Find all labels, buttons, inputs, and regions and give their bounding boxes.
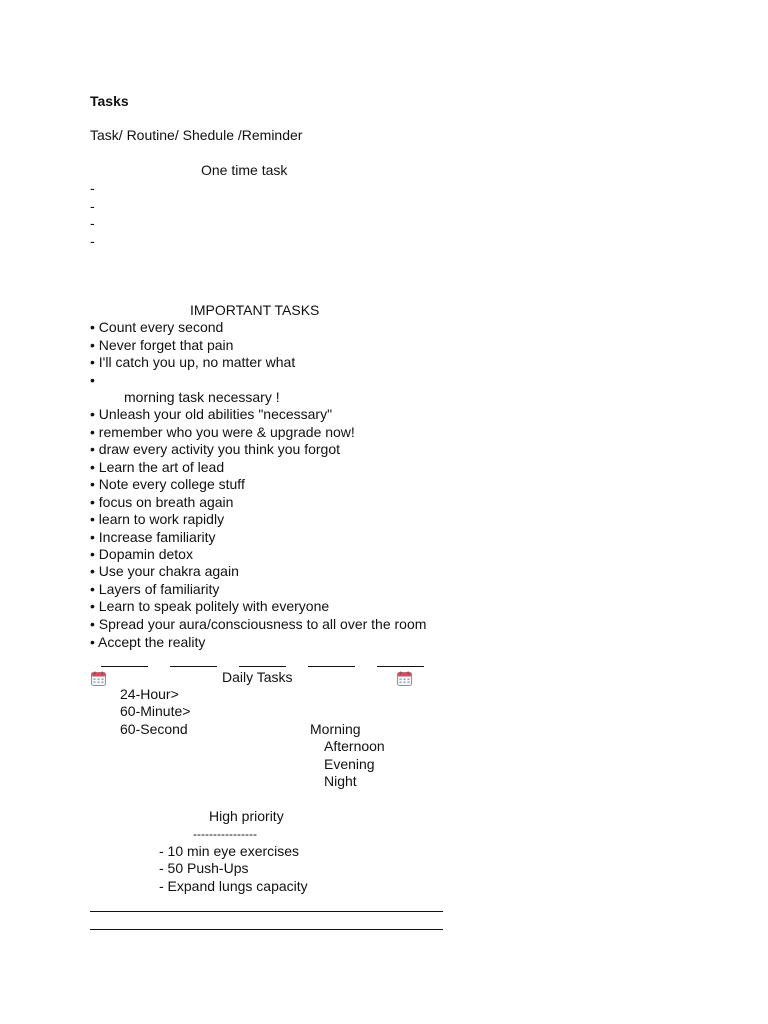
morning-item: • Dopamin detox: [90, 546, 193, 562]
short-divider: [170, 666, 217, 667]
high-priority-divider: ----------------: [193, 827, 257, 841]
time-of-day: Afternoon: [324, 738, 385, 754]
daily-heading: Daily Tasks: [222, 669, 293, 685]
morning-item: • Note every college stuff: [90, 476, 245, 492]
calendar-icon: [91, 671, 106, 686]
duration-item: 60-Second: [120, 721, 188, 737]
high-priority-item: - 10 min eye exercises: [159, 843, 300, 859]
morning-item: • Accept the reality: [90, 634, 206, 650]
short-divider: [101, 666, 148, 667]
doc-title: Tasks: [90, 93, 129, 109]
short-divider: [308, 666, 355, 667]
one-time-item: -: [90, 215, 95, 231]
morning-item: • Use your chakra again: [90, 563, 239, 579]
important-item: • Count every second: [90, 319, 224, 335]
high-priority-item: - 50 Push-Ups: [159, 860, 249, 876]
high-priority-item: - Expand lungs capacity: [159, 878, 308, 894]
high-priority-heading: High priority: [209, 808, 284, 824]
one-time-item: -: [90, 180, 95, 196]
duration-item: 24-Hour>: [120, 686, 179, 702]
short-divider: [377, 666, 424, 667]
important-heading: IMPORTANT TASKS: [190, 302, 320, 318]
morning-item: • focus on breath again: [90, 494, 234, 510]
morning-item: • Layers of familiarity: [90, 581, 220, 597]
morning-item: • Increase familiarity: [90, 529, 216, 545]
morning-item: • Learn the art of lead: [90, 459, 225, 475]
time-of-day: Evening: [324, 756, 375, 772]
calendar-icon: [397, 671, 412, 686]
one-time-item: -: [90, 233, 95, 249]
morning-item: • Spread your aura/consciousness to all over the room: [90, 616, 427, 632]
morning-item: • learn to work rapidly: [90, 511, 225, 527]
morning-item: • Unleash your old abilities "necessary": [90, 406, 333, 422]
morning-item: • remember who you were & upgrade now!: [90, 424, 355, 440]
time-of-day: Morning: [310, 721, 361, 737]
important-item: •: [90, 372, 95, 388]
short-divider: [239, 666, 286, 667]
one-time-heading: One time task: [201, 162, 288, 178]
one-time-item: -: [90, 198, 95, 214]
long-divider: [90, 911, 443, 912]
important-item: • Never forget that pain: [90, 337, 234, 353]
morning-heading: morning task necessary !: [124, 389, 280, 405]
important-item: • I'll catch you up, no matter what: [90, 354, 296, 370]
duration-item: 60-Minute>: [120, 703, 191, 719]
doc-subtitle: Task/ Routine/ Shedule /Reminder: [90, 127, 303, 143]
time-of-day: Night: [324, 773, 357, 789]
long-divider: [90, 929, 443, 930]
morning-item: • Learn to speak politely with everyone: [90, 598, 330, 614]
morning-item: • draw every activity you think you forgot: [90, 441, 341, 457]
